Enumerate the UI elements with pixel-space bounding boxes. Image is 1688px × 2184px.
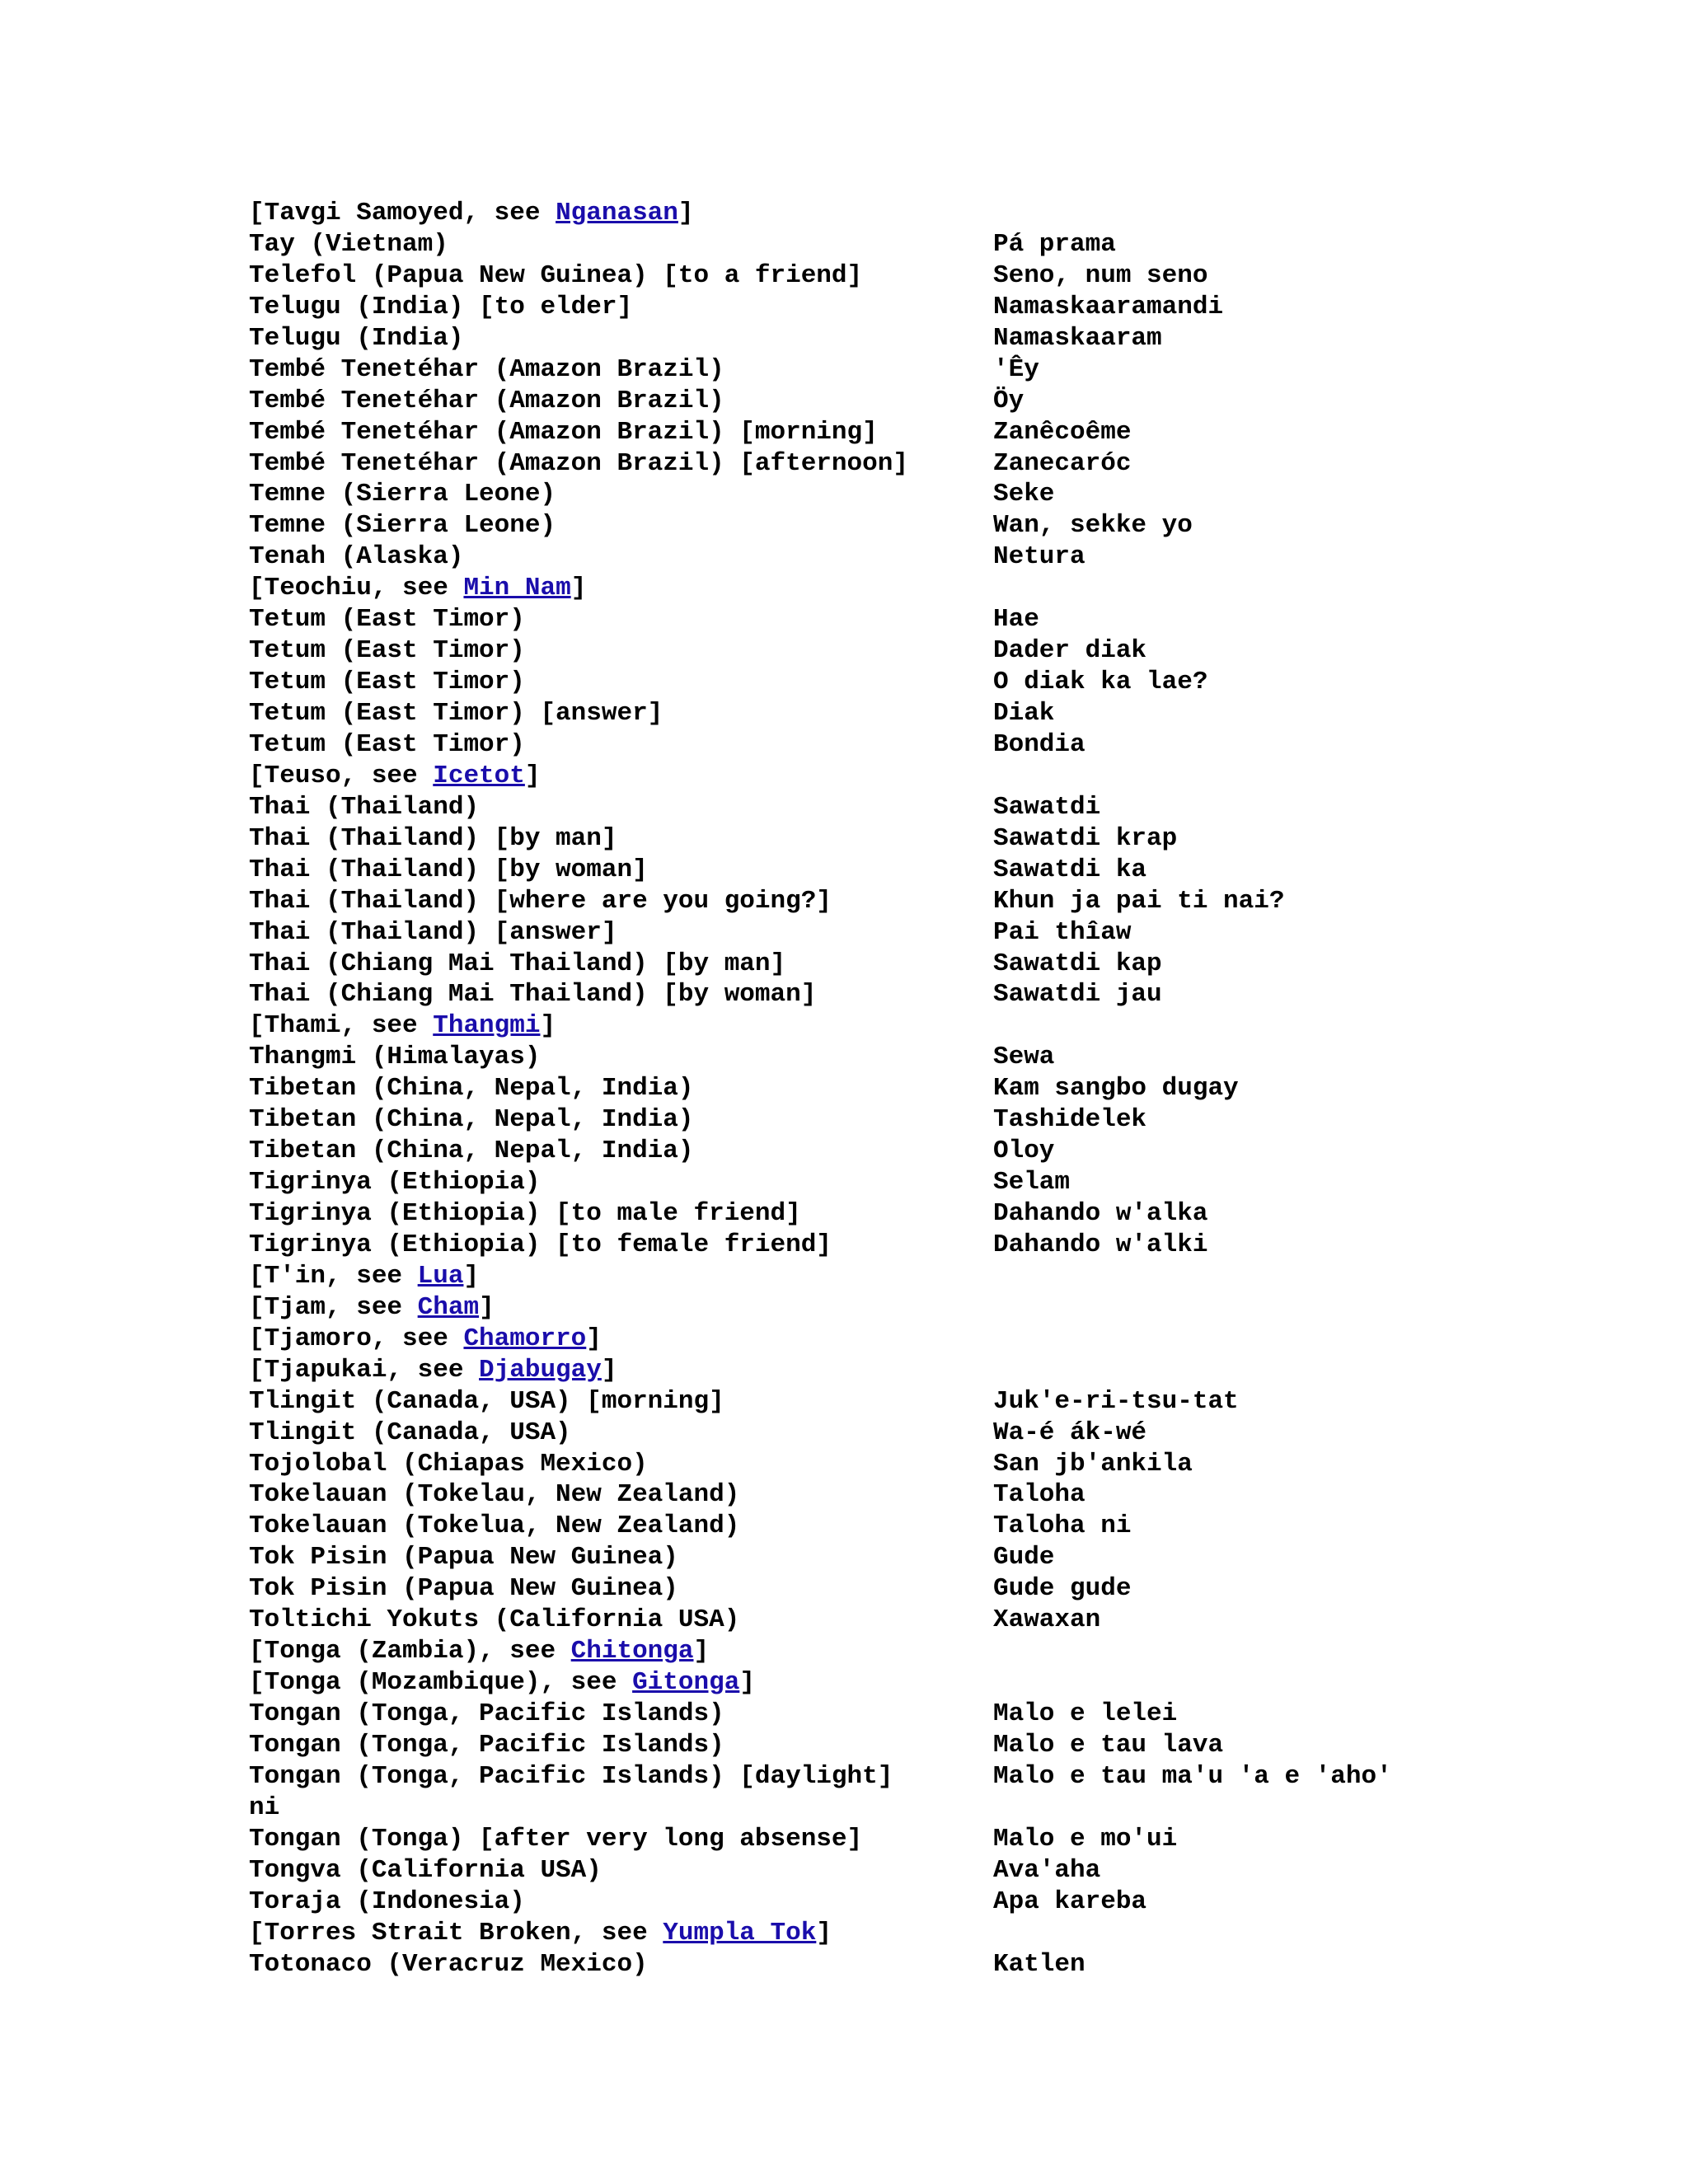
greeting-row (249, 1949, 1650, 1980)
language-name: Tembé Tenetéhar (Amazon Brazil) (249, 354, 724, 384)
cross-reference (249, 1667, 755, 1699)
cross-reference-link[interactable]: Djabugay (479, 1355, 602, 1385)
cross-reference-close: ] (524, 761, 541, 790)
greeting-row (249, 1793, 1650, 1824)
greeting-text: Xawaxan (993, 1605, 1101, 1635)
cross-reference-row (249, 1261, 1650, 1292)
greeting-text: Malo e mo'ui (993, 1824, 1178, 1854)
greeting-row (249, 1542, 1650, 1573)
greeting-row (249, 1824, 1650, 1855)
greeting-text: O diak ka lae? (993, 668, 1208, 697)
greeting-row (249, 1886, 1650, 1918)
greeting-row (249, 1230, 1650, 1261)
language-name: Tokelauan (Tokelau, New Zealand) (249, 1480, 740, 1510)
language-name: Tongan (Tonga, Pacific Islands) (249, 1699, 724, 1728)
cross-reference-row (249, 1667, 1650, 1699)
cross-reference-link[interactable]: Min Nam (463, 574, 571, 603)
greeting-text: 'Êy (993, 354, 1039, 384)
greeting-text: Wan, sekke yo (993, 511, 1193, 541)
cross-reference-row (249, 1355, 1650, 1386)
cross-reference (249, 1636, 709, 1667)
cross-reference-close: ] (739, 1668, 755, 1698)
language-name: Tetum (East Timor) (249, 636, 525, 666)
cross-reference-text: [Teuso, see (249, 761, 434, 790)
cross-reference-close: ] (816, 1918, 832, 1947)
greeting-row (249, 886, 1650, 917)
greeting-text: Taloha ni (993, 1511, 1132, 1541)
cross-reference-row (249, 1324, 1650, 1355)
greeting-row (249, 354, 1650, 386)
greeting-text: Sawatdi krap (993, 823, 1178, 853)
cross-reference-close: ] (463, 1261, 480, 1291)
greeting-row (249, 1386, 1650, 1418)
language-name: Tembé Tenetéhar (Amazon Brazil) [morning] (249, 417, 878, 447)
greeting-row (249, 1104, 1650, 1136)
greeting-row (249, 1699, 1650, 1730)
greeting-row (249, 823, 1650, 855)
greeting-row (249, 1573, 1650, 1605)
cross-reference-text: [Thami, see (249, 1011, 434, 1041)
greeting-row (249, 979, 1650, 1010)
cross-reference-row (249, 573, 1650, 604)
greeting-text: Namaskaaramandi (993, 292, 1224, 321)
greeting-row (249, 1167, 1650, 1198)
greeting-row (249, 1730, 1650, 1761)
greeting-row (249, 292, 1650, 323)
greeting-row (249, 323, 1650, 354)
cross-reference-link[interactable]: Chitonga (570, 1637, 694, 1666)
greeting-text: Malo e tau lava (993, 1730, 1224, 1760)
greeting-text: Dader diak (993, 636, 1147, 666)
language-name: Telefol (Papua New Guinea) [to a friend] (249, 260, 863, 290)
greeting-text: Ava'aha (993, 1855, 1101, 1885)
greeting-row (249, 229, 1650, 260)
cross-reference-close: ] (540, 1011, 556, 1041)
language-name: Toraja (Indonesia) (249, 1886, 525, 1916)
cross-reference-text: [Tjamoro, see (249, 1324, 464, 1353)
cross-reference-row (249, 1010, 1650, 1042)
language-name: Tembé Tenetéhar (Amazon Brazil) [afternoon] (249, 448, 908, 478)
language-name: Tigrinya (Ethiopia) (249, 1168, 541, 1197)
greeting-row (249, 479, 1650, 510)
language-name: Tlingit (Canada, USA) (249, 1418, 571, 1447)
greeting-row (249, 635, 1650, 667)
greeting-text: Sawatdi kap (993, 949, 1162, 978)
greeting-text: Oloy (993, 1137, 1055, 1166)
greeting-row (249, 1761, 1650, 1793)
greeting-row (249, 1605, 1650, 1636)
language-name: Toltichi Yokuts (California USA) (249, 1605, 740, 1635)
greeting-row (249, 1198, 1650, 1230)
cross-reference (249, 761, 540, 792)
cross-reference-row (249, 761, 1650, 792)
language-name: Tetum (East Timor) (249, 605, 525, 635)
greeting-row (249, 1449, 1650, 1480)
greeting-text: Seke (993, 480, 1055, 509)
greeting-text: Pá prama (993, 229, 1116, 259)
greeting-row (249, 949, 1650, 980)
greeting-text: Katlen (993, 1949, 1085, 1979)
greeting-text: Zanecaróc (993, 448, 1132, 478)
language-name: Tongva (California USA) (249, 1855, 602, 1885)
cross-reference-text: [Teochiu, see (249, 574, 464, 603)
greeting-text: Bondia (993, 729, 1085, 759)
cross-reference-row (249, 1636, 1650, 1667)
greeting-text: Sawatdi (993, 792, 1101, 822)
greeting-text: Malo e lelei (993, 1699, 1178, 1728)
cross-reference-text: [Tjapukai, see (249, 1355, 480, 1385)
language-name: Telugu (India) [to elder] (249, 292, 633, 321)
language-name: ni (249, 1793, 280, 1822)
language-name: Tetum (East Timor) [answer] (249, 699, 663, 728)
cross-reference (249, 1324, 602, 1355)
cross-reference-link[interactable]: Lua (417, 1261, 464, 1291)
cross-reference-link[interactable]: Gitonga (632, 1668, 740, 1698)
language-name: Thai (Thailand) [answer] (249, 917, 617, 947)
language-name: Tlingit (Canada, USA) [morning] (249, 1386, 724, 1416)
greeting-text: Zanêcoême (993, 417, 1132, 447)
greeting-text: Sawatdi ka (993, 855, 1147, 884)
language-name: Tongan (Tonga) [after very long absense] (249, 1824, 863, 1854)
cross-reference-row (249, 198, 1650, 229)
greeting-row (249, 1511, 1650, 1542)
greeting-text: Dahando w'alki (993, 1230, 1208, 1259)
language-name: Totonaco (Veracruz Mexico) (249, 1949, 648, 1979)
cross-reference-link[interactable]: Nganasan (556, 199, 678, 227)
language-name: Thai (Chiang Mai Thailand) [by man] (249, 949, 786, 978)
greeting-text: Wa-é ák-wé (993, 1418, 1147, 1447)
greeting-text: Namaskaaram (993, 323, 1162, 353)
cross-reference-link[interactable]: Chamorro (463, 1324, 587, 1353)
cross-reference-row (249, 1292, 1650, 1324)
greeting-text: Dahando w'alka (993, 1199, 1208, 1228)
greeting-row (249, 1855, 1650, 1886)
cross-reference-text: [Tonga (Zambia), see (249, 1637, 571, 1666)
greeting-text: Gude (993, 1543, 1055, 1572)
greeting-text: Öy (993, 386, 1025, 415)
greeting-row (249, 667, 1650, 698)
greeting-row (249, 729, 1650, 761)
greeting-row (249, 1042, 1650, 1073)
greeting-text: Diak (993, 699, 1055, 728)
language-name: Tok Pisin (Papua New Guinea) (249, 1543, 678, 1572)
cross-reference-close: ] (586, 1324, 602, 1353)
cross-reference-text: [Tonga (Mozambique), see (249, 1668, 633, 1698)
cross-reference (249, 1918, 832, 1949)
greeting-row (249, 417, 1650, 448)
greeting-text: Tashidelek (993, 1105, 1147, 1135)
greeting-text: Selam (993, 1168, 1071, 1197)
greeting-text: Juk'e-ri-tsu-tat (993, 1386, 1239, 1416)
cross-reference-text: [Tavgi Samoyed, see (249, 199, 556, 227)
language-name: Tay (Vietnam) (249, 229, 448, 259)
greeting-row (249, 260, 1650, 292)
greeting-text: Kam sangbo dugay (993, 1074, 1239, 1104)
greeting-row (249, 604, 1650, 635)
language-name: Thai (Thailand) [by man] (249, 823, 617, 853)
cross-reference (249, 1292, 495, 1324)
cross-reference-close: ] (570, 574, 587, 603)
language-name: Tokelauan (Tokelua, New Zealand) (249, 1511, 740, 1541)
greeting-text: Gude gude (993, 1574, 1132, 1604)
language-name: Temne (Sierra Leone) (249, 480, 556, 509)
cross-reference-close: ] (693, 1637, 710, 1666)
greeting-row (249, 448, 1650, 480)
language-name: Tongan (Tonga, Pacific Islands) [daylight] (249, 1761, 893, 1791)
cross-reference-text: [Tjam, see (249, 1292, 418, 1322)
language-name: Temne (Sierra Leone) (249, 511, 556, 541)
greeting-row (249, 510, 1650, 541)
greeting-text: Khun ja pai ti nai? (993, 886, 1285, 916)
language-name: Thangmi (Himalayas) (249, 1043, 541, 1072)
greeting-text: Sewa (993, 1043, 1055, 1072)
language-name: Telugu (India) (249, 323, 464, 353)
cross-reference-close: ] (601, 1355, 617, 1385)
cross-reference-row (249, 1918, 1650, 1949)
cross-reference (249, 1261, 479, 1292)
greeting-row (249, 855, 1650, 886)
greeting-text: Malo e tau ma'u 'a e 'aho' (993, 1761, 1392, 1791)
greeting-text: Seno, num seno (993, 260, 1208, 290)
greeting-text: Hae (993, 605, 1039, 635)
language-name: Tibetan (China, Nepal, India) (249, 1105, 694, 1135)
cross-reference (249, 573, 586, 604)
greeting-row (249, 1136, 1650, 1167)
greetings-list (249, 198, 1650, 1980)
language-name: Tibetan (China, Nepal, India) (249, 1137, 694, 1166)
greeting-text: Sawatdi jau (993, 980, 1162, 1010)
greeting-text: San jb'ankila (993, 1449, 1193, 1479)
cross-reference-text: [Torres Strait Broken, see (249, 1918, 663, 1947)
cross-reference-link[interactable]: Icetot (433, 761, 525, 790)
cross-reference-text: [T'in, see (249, 1261, 418, 1291)
greeting-row (249, 541, 1650, 573)
greeting-text: Apa kareba (993, 1886, 1147, 1916)
greeting-text: Taloha (993, 1480, 1085, 1510)
language-name: Tenah (Alaska) (249, 542, 464, 572)
language-name: Tigrinya (Ethiopia) [to male friend] (249, 1199, 801, 1228)
language-name: Tetum (East Timor) (249, 729, 525, 759)
greeting-row (249, 698, 1650, 729)
cross-reference-link[interactable]: Yumpla Tok (663, 1918, 817, 1947)
cross-reference-link[interactable]: Thangmi (433, 1011, 541, 1041)
language-name: Thai (Thailand) [where are you going?] (249, 886, 832, 916)
cross-reference (249, 198, 694, 229)
language-name: Thai (Thailand) [by woman] (249, 855, 648, 884)
language-name: Thai (Chiang Mai Thailand) [by woman] (249, 980, 817, 1010)
greeting-text: Netura (993, 542, 1085, 572)
language-name: Tok Pisin (Papua New Guinea) (249, 1574, 678, 1604)
cross-reference (249, 1010, 556, 1042)
language-name: Tibetan (China, Nepal, India) (249, 1074, 694, 1104)
language-name: Tembé Tenetéhar (Amazon Brazil) (249, 386, 724, 415)
language-name: Tojolobal (Chiapas Mexico) (249, 1449, 648, 1479)
cross-reference (249, 1355, 617, 1386)
cross-reference-link[interactable]: Cham (417, 1292, 480, 1322)
greeting-row (249, 386, 1650, 417)
greeting-row (249, 792, 1650, 823)
cross-reference-close: ] (479, 1292, 495, 1322)
greeting-text: Pai thîaw (993, 917, 1132, 947)
greeting-row (249, 917, 1650, 949)
cross-reference-close: ] (678, 199, 694, 227)
language-name: Tongan (Tonga, Pacific Islands) (249, 1730, 724, 1760)
greeting-row (249, 1073, 1650, 1104)
language-name: Tigrinya (Ethiopia) [to female friend] (249, 1230, 832, 1259)
language-name: Thai (Thailand) (249, 792, 480, 822)
greeting-row (249, 1418, 1650, 1449)
language-name: Tetum (East Timor) (249, 668, 525, 697)
greeting-row (249, 1479, 1650, 1511)
